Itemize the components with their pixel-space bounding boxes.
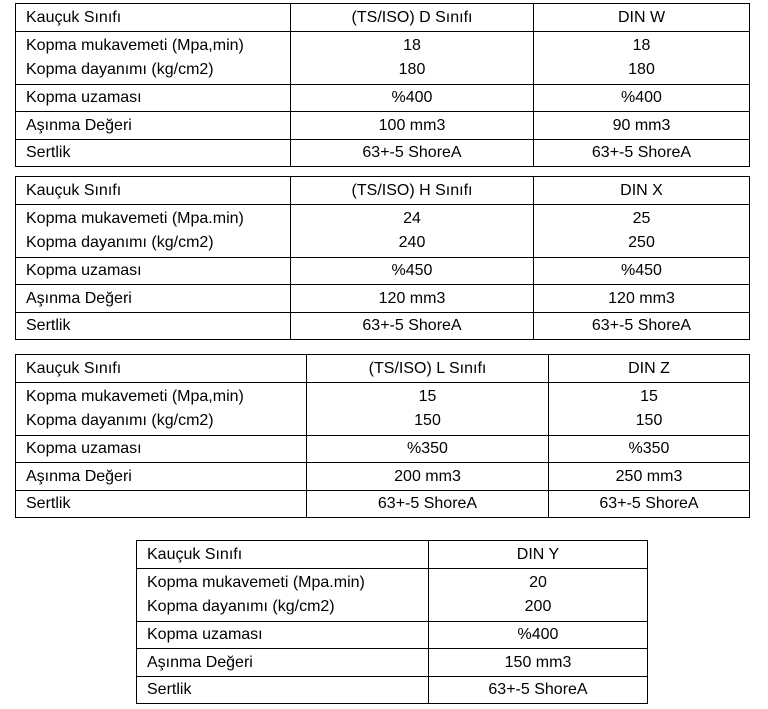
strength-value-cell [549,383,750,436]
table-row [16,463,750,491]
table-row [16,313,750,340]
rubber-spec-table-y [136,540,648,704]
hardness-label: Sertlik [16,491,307,518]
abrasion-label: Aşınma Değeri [137,649,429,677]
rubber-spec-table-h-x [15,176,750,340]
table-row [137,677,648,704]
tensile-strength-value: 20 [529,574,547,591]
abrasion-label: Aşınma Değeri [16,285,291,313]
table-row [16,4,750,32]
elongation-label: Kopma uzaması [16,85,291,112]
header-din-cell: DIN W [534,4,750,32]
elongation-value: %450 [291,258,534,285]
tensile-strength-value: 18 [632,37,651,54]
tensile-resistance-value: 150 [635,412,663,429]
tensile-resistance-value: 180 [398,61,426,78]
tensile-resistance-value: 180 [628,61,655,78]
header-label-cell: Kauçuk Sınıfı [137,541,429,569]
tensile-resistance-value: 200 [524,598,552,615]
table-row [16,258,750,285]
strength-label-cell [16,205,291,258]
strength-value-cell [534,205,750,258]
strength-value-cell [534,32,750,85]
header-class-cell: (TS/ISO) L Sınıfı [307,355,549,383]
rubber-spec-table-d-w [15,3,750,167]
table-row [137,569,648,622]
table-row [16,285,750,313]
table-row [16,32,750,85]
tensile-resistance-value: 240 [398,234,426,251]
table-row [16,205,750,258]
abrasion-value: 120 mm3 [534,285,750,313]
tensile-strength-label: Kopma mukavemeti (Mpa,min) [26,388,244,405]
hardness-value: 63+-5 ShoreA [429,677,648,704]
abrasion-value: 150 mm3 [429,649,648,677]
tensile-resistance-value: 250 [628,234,655,251]
tensile-resistance-label: Kopma dayanımı (kg/cm2) [26,234,214,251]
strength-label-cell [16,32,291,85]
table-row [16,85,750,112]
strength-value-cell [291,32,534,85]
strength-label-cell [137,569,429,622]
strength-value-cell [307,383,549,436]
table-row [16,491,750,518]
table-row [16,112,750,140]
tensile-strength-label: Kopma mukavemeti (Mpa.min) [147,574,365,591]
table-row [16,383,750,436]
elongation-value: %400 [534,85,750,112]
tensile-resistance-label: Kopma dayanımı (kg/cm2) [26,412,214,429]
hardness-value: 63+-5 ShoreA [291,313,534,340]
hardness-value: 63+-5 ShoreA [291,140,534,167]
strength-value-cell [429,569,648,622]
tensile-strength-value: 24 [403,210,421,227]
elongation-value: %400 [291,85,534,112]
elongation-value: %400 [429,622,648,649]
header-label-cell: Kauçuk Sınıfı [16,177,291,205]
hardness-value: 63+-5 ShoreA [549,491,750,518]
tensile-strength-label: Kopma mukavemeti (Mpa,min) [26,37,244,54]
tensile-resistance-value: 150 [414,412,441,429]
elongation-label: Kopma uzaması [16,436,307,463]
rubber-spec-table-l-z [15,354,750,518]
header-class-cell: (TS/ISO) H Sınıfı [291,177,534,205]
header-din-cell: DIN X [534,177,750,205]
abrasion-value: 120 mm3 [291,285,534,313]
abrasion-value: 200 mm3 [307,463,549,491]
tensile-resistance-label: Kopma dayanımı (kg/cm2) [26,61,214,78]
elongation-value: %450 [534,258,750,285]
abrasion-label: Aşınma Değeri [16,112,291,140]
tensile-resistance-label: Kopma dayanımı (kg/cm2) [147,598,335,615]
hardness-label: Sertlik [16,140,291,167]
tensile-strength-value: 15 [640,388,658,405]
tensile-strength-value: 15 [418,388,437,405]
tensile-strength-label: Kopma mukavemeti (Mpa.min) [26,210,244,227]
elongation-value: %350 [549,436,750,463]
header-din-cell: DIN Y [429,541,648,569]
abrasion-value: 250 mm3 [549,463,750,491]
hardness-label: Sertlik [16,313,291,340]
abrasion-value: 90 mm3 [534,112,750,140]
table-row [137,649,648,677]
strength-value-cell [291,205,534,258]
tensile-strength-value: 18 [403,37,421,54]
abrasion-value: 100 mm3 [291,112,534,140]
elongation-value: %350 [307,436,549,463]
table-row [16,355,750,383]
abrasion-label: Aşınma Değeri [16,463,307,491]
elongation-label: Kopma uzaması [137,622,429,649]
table-row [16,140,750,167]
table-row [137,541,648,569]
table-row [16,436,750,463]
hardness-value: 63+-5 ShoreA [307,491,549,518]
header-din-cell: DIN Z [549,355,750,383]
hardness-label: Sertlik [137,677,429,704]
tensile-strength-value: 25 [632,210,651,227]
table-row [137,622,648,649]
header-label-cell: Kauçuk Sınıfı [16,355,307,383]
elongation-label: Kopma uzaması [16,258,291,285]
hardness-value: 63+-5 ShoreA [534,140,750,167]
header-class-cell: (TS/ISO) D Sınıfı [291,4,534,32]
table-row [16,177,750,205]
strength-label-cell [16,383,307,436]
hardness-value: 63+-5 ShoreA [534,313,750,340]
header-label-cell: Kauçuk Sınıfı [16,4,291,32]
